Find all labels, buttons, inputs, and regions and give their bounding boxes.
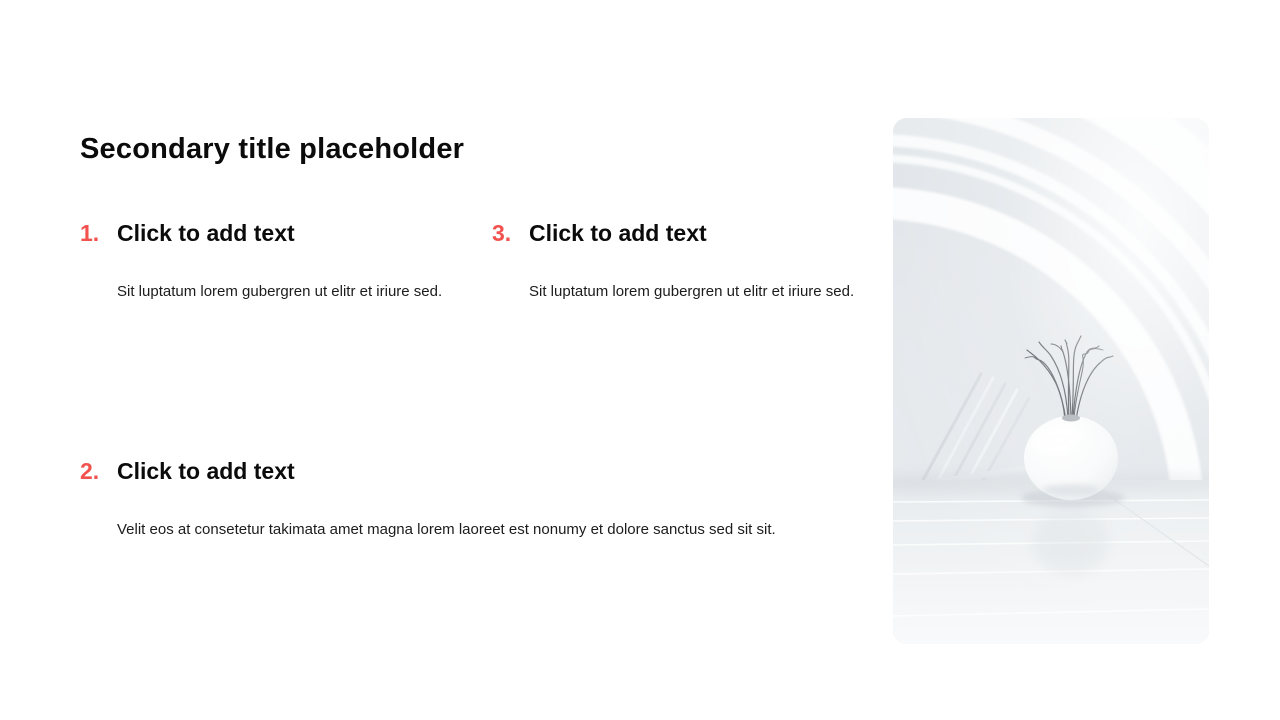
item-number: 2. [80, 458, 100, 484]
numbered-item-3 [492, 220, 904, 450]
item-number: 3. [492, 220, 512, 246]
item-number: 1. [80, 220, 100, 246]
item-body-text[interactable]: Velit eos at consetetur takimata amet magna lorem laoreet est nonumy et dolore sanctus sed sit sit. [117, 521, 776, 538]
item-heading-placeholder[interactable]: Click to add text [117, 220, 295, 246]
slide-title-placeholder[interactable]: Secondary title placeholder [80, 133, 465, 165]
item-body-text[interactable]: Sit luptatum lorem gubergren ut elitr et iriure sed. [117, 283, 443, 300]
item-body-text[interactable]: Sit luptatum lorem gubergren ut elitr et iriure sed. [529, 283, 855, 300]
numbered-item-1 [80, 220, 492, 450]
item-heading-placeholder[interactable]: Click to add text [117, 458, 295, 484]
slide-image-arched-interior[interactable] [893, 118, 1209, 644]
item-heading-placeholder[interactable]: Click to add text [529, 220, 707, 246]
arch-interior-render [893, 118, 1209, 644]
numbered-item-2 [80, 458, 870, 578]
light-overlay [893, 118, 1209, 644]
